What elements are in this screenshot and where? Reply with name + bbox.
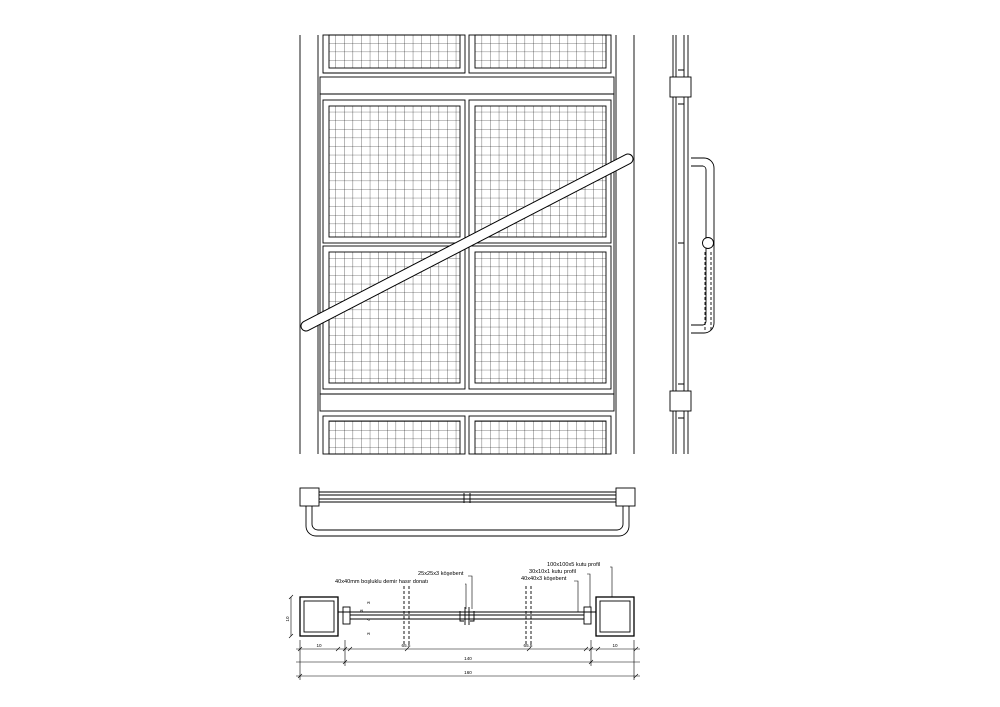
dim-gap-d: 3 (359, 609, 364, 612)
label-30x10-profile: 30x10x1 kutu profil (529, 569, 576, 575)
side-elevation (670, 35, 714, 454)
plan-view (300, 488, 635, 536)
dim-post-width-left: 10 (316, 643, 322, 648)
dim-post-height: 10 (285, 616, 290, 622)
dimension-lines (289, 595, 640, 680)
gate-handle-plan (306, 506, 629, 536)
annotations (335, 562, 600, 585)
label-mesh: 40x40mm boşluklu demir hasır donatı (335, 579, 429, 585)
mesh-panels-bottom (323, 416, 611, 454)
label-25x25-angle: 25x25x3 köşebent (418, 571, 464, 577)
dim-inner-total: 140 (464, 656, 472, 661)
dim-gap-a: 3 (366, 601, 371, 604)
dim-overall-total: 160 (464, 670, 472, 675)
dim-bay-right: 65.5 (523, 643, 533, 648)
dim-post-width-right: 10 (612, 643, 618, 648)
dim-bay-left: 65.5 (401, 643, 411, 648)
front-elevation (300, 35, 634, 454)
label-100x100-profile: 100x100x5 kutu profil (547, 562, 601, 568)
dim-gap-b: 3 (366, 632, 371, 635)
dim-gap-c: 4 (366, 618, 371, 621)
mesh-panels-top (323, 35, 611, 73)
label-40x40-angle: 40x40x3 köşebent (521, 576, 567, 582)
